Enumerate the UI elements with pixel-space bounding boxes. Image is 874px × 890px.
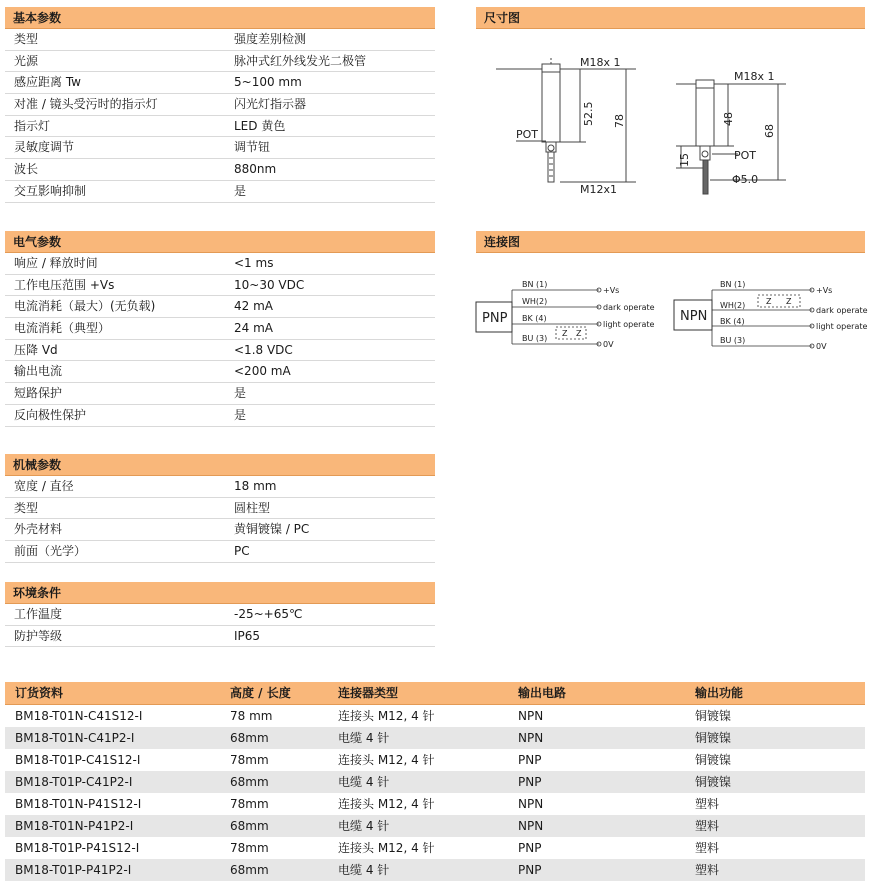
param-label: 感应距离 Tw (14, 75, 81, 90)
section-title: 环境条件 (5, 582, 435, 604)
order-cell-output-function: 铜镀镍 (695, 709, 732, 723)
npn-wire-bu: BU (3) (720, 336, 746, 345)
dim-right-h1: 48 (722, 112, 735, 126)
param-row (5, 72, 435, 94)
param-label: 电流消耗（最大）(无负载) (14, 299, 156, 314)
order-cell-output-function: 塑料 (695, 841, 720, 855)
table-row (5, 749, 865, 771)
param-row (5, 498, 435, 520)
param-row (5, 116, 435, 138)
dim-right-h3: 15 (678, 153, 691, 167)
order-cell-output-function: 塑料 (695, 819, 720, 833)
order-cell-output-function: 塑料 (695, 863, 720, 877)
order-cell-connector: 连接头 M12, 4 针 (338, 753, 435, 767)
section-title: 尺寸图 (476, 7, 865, 29)
order-cell-output-function: 塑料 (695, 797, 720, 811)
order-cell-model: BM18-T01N-P41P2-I (15, 819, 134, 833)
param-value: 是 (234, 183, 247, 198)
table-row (5, 727, 865, 749)
param-rows (5, 604, 435, 647)
param-label: 响应 / 释放时间 (14, 256, 98, 270)
order-cell-model: BM18-T01N-C41S12-I (15, 709, 143, 723)
param-value: 闪光灯指示器 (234, 97, 307, 112)
pnp-load-z2: Z (576, 329, 582, 338)
param-label: 灵敏度调节 (14, 140, 75, 155)
param-value: IP65 (234, 628, 261, 643)
param-row (5, 361, 435, 383)
table-row (5, 859, 865, 881)
order-table (5, 682, 865, 881)
order-cell-height: 68mm (230, 731, 269, 745)
dim-left-bottom: M12x1 (580, 183, 617, 196)
param-label: 反向极性保护 (14, 407, 87, 422)
param-row (5, 181, 435, 203)
param-value: <1 ms (234, 256, 274, 270)
param-label: 电流消耗（典型） (14, 321, 111, 336)
pnp-term-vs: +Vs (603, 286, 620, 295)
order-cell-model: BM18-T01P-C41S12-I (15, 753, 141, 767)
param-row (5, 275, 435, 297)
npn-wire-bn: BN (1) (720, 280, 746, 289)
section-wiring (476, 231, 865, 253)
order-cell-output-circuit: NPN (518, 731, 544, 745)
pnp-wire-wh: WH(2) (522, 297, 548, 306)
order-cell-connector: 电缆 4 针 (338, 731, 390, 745)
order-cell-output-function: 铜镀镍 (695, 775, 732, 789)
param-row (5, 541, 435, 563)
param-value: 18 mm (234, 479, 277, 493)
param-label: 交互影响抑制 (14, 183, 87, 198)
order-cell-output-function: 铜镀镍 (695, 731, 732, 745)
param-value: 是 (234, 386, 247, 401)
param-rows (5, 253, 435, 427)
param-rows (5, 476, 435, 563)
dim-left-thread: M18x 1 (580, 56, 621, 69)
dim-left-h1: 52.5 (582, 101, 595, 126)
order-cell-connector: 连接头 M12, 4 针 (338, 841, 435, 855)
param-row (5, 318, 435, 340)
pnp-box-label: PNP (482, 311, 508, 326)
order-cell-model: BM18-T01P-P41S12-I (15, 841, 140, 855)
npn-box-label: NPN (680, 309, 708, 324)
section-title: 电气参数 (5, 231, 435, 253)
order-cell-height: 78 mm (230, 709, 273, 723)
param-value: -25~+65℃ (234, 607, 303, 621)
order-cell-output-circuit: NPN (518, 819, 544, 833)
order-header-output-function: 输出功能 (695, 686, 744, 700)
order-header-output-circuit: 输出电路 (518, 686, 567, 700)
param-label: 类型 (14, 500, 39, 515)
param-value: 圆柱型 (234, 500, 271, 515)
order-header-height: 高度 / 长度 (230, 686, 291, 700)
param-label: 压降 Vd (14, 342, 58, 357)
table-row (5, 837, 865, 859)
param-row (5, 604, 435, 626)
param-value: 调节钮 (234, 140, 271, 155)
param-label: 光源 (14, 53, 39, 68)
order-header-model: 订货资料 (15, 686, 64, 700)
wiring-diagram (474, 270, 874, 360)
order-cell-height: 78mm (230, 841, 269, 855)
dimension-drawing (476, 40, 874, 210)
param-value: 42 mA (234, 299, 273, 314)
param-row (5, 383, 435, 405)
pnp-term-light: light operate (603, 320, 655, 329)
param-label: 前面（光学） (14, 544, 87, 559)
order-cell-model: BM18-T01N-P41S12-I (15, 797, 142, 811)
param-value: 黄铜镀镍 / PC (234, 522, 310, 537)
param-label: 工作温度 (14, 607, 63, 621)
order-cell-model: BM18-T01P-C41P2-I (15, 775, 133, 789)
order-cell-connector: 电缆 4 针 (338, 775, 390, 789)
pnp-wire-bk: BK (4) (522, 314, 547, 323)
order-cell-output-circuit: PNP (518, 863, 542, 877)
order-cell-connector: 连接头 M12, 4 针 (338, 797, 435, 811)
param-label: 对准 / 镜头受污时的指示灯 (14, 97, 158, 112)
param-row (5, 296, 435, 318)
order-table-header (5, 682, 865, 705)
section-basic (5, 7, 435, 203)
order-cell-model: BM18-T01N-C41P2-I (15, 731, 135, 745)
order-cell-output-function: 铜镀镍 (695, 753, 732, 767)
order-header-connector: 连接器类型 (338, 686, 399, 700)
order-cell-model: BM18-T01P-P41P2-I (15, 863, 132, 877)
npn-wire-bk: BK (4) (720, 317, 745, 326)
section-electrical (5, 231, 435, 427)
param-row (5, 159, 435, 181)
param-row (5, 137, 435, 159)
section-environment (5, 582, 435, 647)
param-value: 5~100 mm (234, 75, 302, 90)
param-value: 脉冲式红外线发光二极管 (234, 53, 367, 68)
npn-term-0v: 0V (816, 342, 827, 351)
param-value: <200 mA (234, 364, 291, 379)
param-value: 强度差别检测 (234, 32, 307, 46)
param-row (5, 519, 435, 541)
dim-left-h2: 78 (613, 114, 626, 128)
pnp-load-z1: Z (562, 329, 568, 338)
param-row (5, 94, 435, 116)
npn-load-z1: Z (766, 297, 772, 306)
section-mechanical (5, 454, 435, 563)
section-title: 连接图 (476, 231, 865, 253)
param-label: 短路保护 (14, 386, 63, 401)
npn-term-vs: +Vs (816, 286, 833, 295)
order-cell-output-circuit: NPN (518, 709, 544, 723)
param-label: 波长 (14, 162, 39, 177)
order-cell-height: 68mm (230, 863, 269, 877)
param-row (5, 340, 435, 362)
section-dimensions (476, 7, 865, 29)
param-value: LED 黄色 (234, 118, 286, 133)
param-row (5, 253, 435, 275)
order-cell-output-circuit: PNP (518, 775, 542, 789)
param-row (5, 476, 435, 498)
dim-right-thread: M18x 1 (734, 70, 775, 83)
order-cell-output-circuit: PNP (518, 841, 542, 855)
param-label: 输出电流 (14, 364, 63, 379)
param-label: 类型 (14, 32, 39, 46)
param-value: <1.8 VDC (234, 342, 293, 357)
pnp-wire-bn: BN (1) (522, 280, 548, 289)
param-label: 指示灯 (14, 118, 51, 133)
param-rows (5, 29, 435, 203)
npn-load-z2: Z (786, 297, 792, 306)
order-table-body (5, 705, 865, 881)
section-title: 机械参数 (5, 454, 435, 476)
param-label: 防护等级 (14, 628, 63, 643)
param-value: PC (234, 544, 250, 559)
dim-left-pot: POT (516, 128, 539, 141)
param-value: 24 mA (234, 321, 273, 336)
param-value: 是 (234, 407, 247, 422)
order-cell-output-circuit: PNP (518, 753, 542, 767)
param-label: 工作电压范围 +Vs (14, 277, 115, 292)
param-value: 880nm (234, 162, 277, 177)
pnp-term-dark: dark operate (603, 303, 655, 312)
table-row (5, 705, 865, 727)
param-label: 宽度 / 直径 (14, 479, 74, 493)
order-cell-height: 68mm (230, 775, 269, 789)
order-cell-height: 78mm (230, 753, 269, 767)
order-cell-height: 78mm (230, 797, 269, 811)
table-row (5, 771, 865, 793)
npn-term-dark: dark operate (816, 306, 868, 315)
param-row (5, 405, 435, 427)
table-row (5, 793, 865, 815)
order-cell-connector: 电缆 4 针 (338, 863, 390, 877)
param-row (5, 51, 435, 73)
order-cell-output-circuit: NPN (518, 797, 544, 811)
param-value: 10~30 VDC (234, 277, 305, 292)
section-title: 基本参数 (5, 7, 435, 29)
dim-right-pot: POT (734, 149, 757, 162)
dim-right-cable: Φ5.0 (732, 173, 759, 186)
order-cell-connector: 电缆 4 针 (338, 819, 390, 833)
pnp-wire-bu: BU (3) (522, 334, 548, 343)
param-row (5, 29, 435, 51)
order-cell-connector: 连接头 M12, 4 针 (338, 709, 435, 723)
param-label: 外壳材料 (14, 522, 63, 537)
dim-right-h2: 68 (763, 124, 776, 138)
param-row (5, 626, 435, 648)
table-row (5, 815, 865, 837)
npn-wire-wh: WH(2) (720, 301, 746, 310)
npn-term-light: light operate (816, 322, 868, 331)
pnp-term-0v: 0V (603, 340, 614, 349)
order-cell-height: 68mm (230, 819, 269, 833)
